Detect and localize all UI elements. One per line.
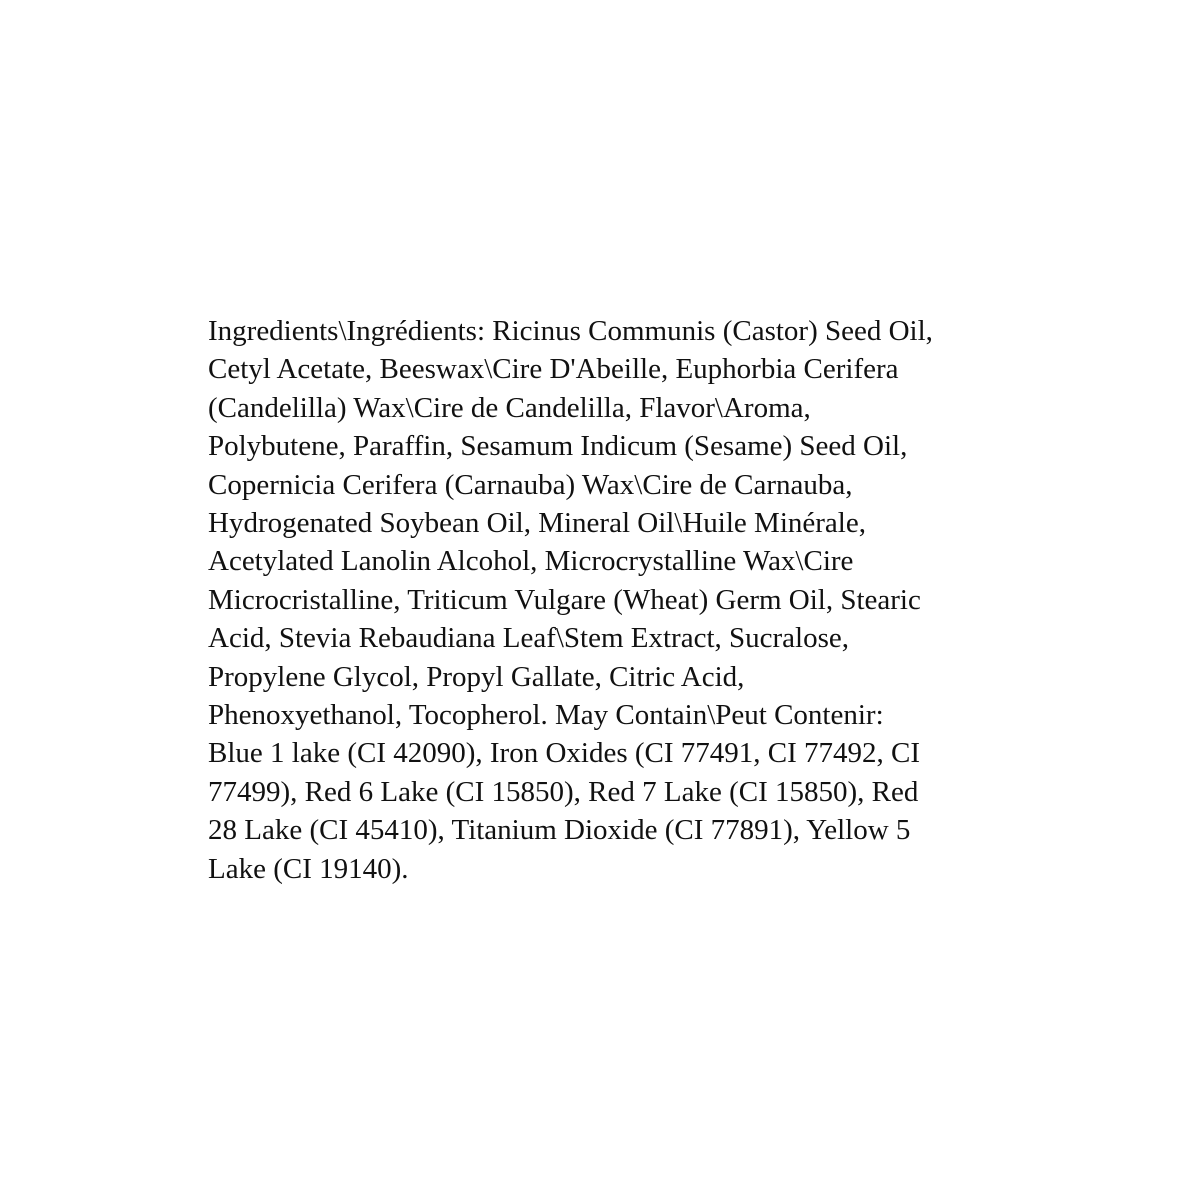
ingredients-line: Polybutene, Paraffin, Sesamum Indicum (Sesame) Seed Oil, <box>208 430 908 463</box>
ingredients-line: Copernicia Cerifera (Carnauba) Wax\Cire de Carnauba, <box>208 468 853 501</box>
ingredients-text-block <box>208 312 1008 888</box>
ingredients-line: Acid, Stevia Rebaudiana Leaf\Stem Extract, Sucralose, <box>208 622 850 655</box>
ingredients-line: Hydrogenated Soybean Oil, Mineral Oil\Huile Minérale, <box>208 507 866 540</box>
ingredients-line: Cetyl Acetate, Beeswax\Cire D'Abeille, Euphorbia Cerifera <box>208 353 899 386</box>
ingredients-line: Lake (CI 19140). <box>208 852 409 885</box>
ingredients-line: Acetylated Lanolin Alcohol, Microcrystalline Wax\Cire <box>208 545 854 578</box>
ingredients-line: Ingredients\Ingrédients: Ricinus Communis (Castor) Seed Oil, <box>208 315 933 347</box>
ingredients-line: Propylene Glycol, Propyl Gallate, Citric Acid, <box>208 660 745 693</box>
ingredients-line: Blue 1 lake (CI 42090), Iron Oxides (CI 77491, CI 77492, CI <box>208 737 921 770</box>
ingredients-line: 77499), Red 6 Lake (CI 15850), Red 7 Lake (CI 15850), Red <box>208 775 919 808</box>
ingredients-line: (Candelilla) Wax\Cire de Candelilla, Flavor\Aroma, <box>208 391 811 424</box>
ingredients-line: Phenoxyethanol, Tocopherol. May Contain\Peut Contenir: <box>208 699 884 732</box>
ingredients-line: 28 Lake (CI 45410), Titanium Dioxide (CI 77891), Yellow 5 <box>208 814 911 847</box>
ingredients-line: Microcristalline, Triticum Vulgare (Wheat) Germ Oil, Stearic <box>208 583 921 616</box>
